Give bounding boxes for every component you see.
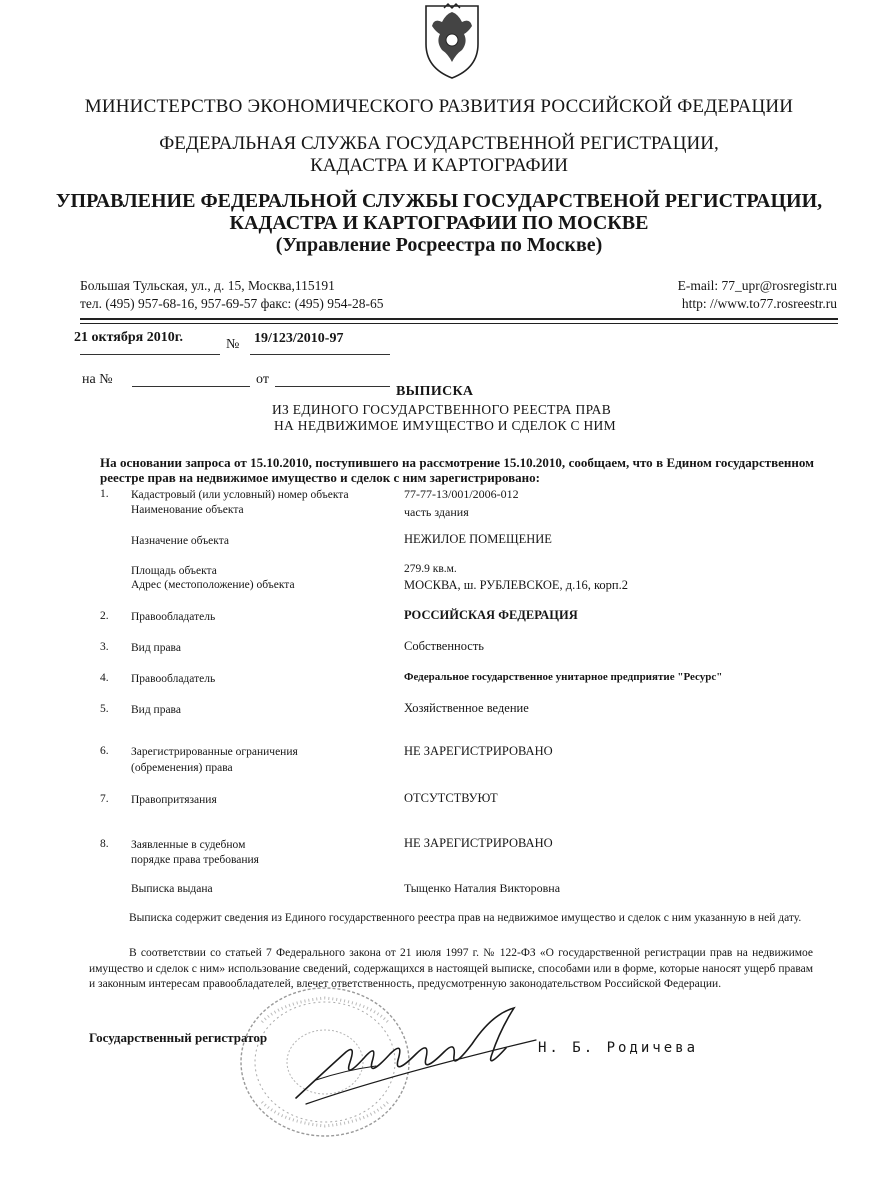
row-value: НЕЖИЛОЕ ПОМЕЩЕНИЕ — [404, 532, 552, 546]
row-number: 8. — [100, 838, 109, 850]
row-value: Хозяйственное ведение — [404, 701, 529, 715]
service-heading — [0, 133, 878, 177]
notice-paragraph-1: Выписка содержит сведения из Единого государственного реестра прав на недвижимое имущество и сделок с ним указанную в ней дату. — [129, 912, 802, 924]
row-value: 77-77-13/001/2006-012 — [404, 487, 519, 501]
row-label: Выписка выдана — [131, 883, 213, 895]
row-number: 1. — [100, 488, 109, 500]
ministry-heading: МИНИСТЕРСТВО ЭКОНОМИЧЕСКОГО РАЗВИТИЯ РОССИЙСКОЙ ФЕДЕРАЦИИ — [84, 96, 794, 117]
registrar-label: Государственный регистратор — [89, 1030, 268, 1045]
row-number: 5. — [100, 703, 109, 715]
row-number: 4. — [100, 672, 109, 684]
row-label: Площадь объекта — [131, 565, 217, 577]
row-value: Тыщенко Наталия Викторовна — [404, 881, 561, 895]
row-label: Наименование объекта — [131, 504, 244, 516]
row-value: НЕ ЗАРЕГИСТРИРОВАНО — [404, 836, 553, 850]
row-label: Назначение объекта — [131, 535, 229, 547]
row-value: часть здания — [404, 505, 469, 519]
handwritten-signature — [286, 1000, 546, 1110]
notice-paragraph-2: В соответствии со статьей 7 Федерального закона от 21 июля 1997 г. № 122-ФЗ «О государственной регистрации прав на недвижимое имущество и сделок с ним» использование сведений, содержащихся в настоящей выписке, способами или в форме, которые наносят ущерб правам и законным интересам правообладателей, влечет ответственность, предусмотренную законодательством Российской Федерации. — [89, 947, 813, 990]
department-heading — [0, 190, 878, 256]
row-label: Кадастровый (или условный) номер объекта — [131, 489, 349, 501]
row-label: Зарегистрированные ограничения — [131, 746, 298, 758]
extract-subtitle-line2: НА НЕДВИЖИМОЕ ИМУЩЕСТВО И СДЕЛОК С НИМ — [274, 418, 616, 433]
reference-date-label: от — [256, 372, 269, 387]
row-label: Правообладатель — [131, 673, 216, 685]
service-heading-line2: КАДАСТРА И КАРТОГРАФИИ — [310, 155, 568, 176]
row-value: ОТСУТСТВУЮТ — [404, 791, 498, 805]
reference-number-blank — [132, 386, 250, 387]
row-label-continued: (обременения) права — [131, 762, 233, 774]
header-rule-thick — [80, 318, 838, 320]
row-number: 3. — [100, 641, 109, 653]
number-sign: № — [226, 337, 240, 352]
row-value: Федеральное государственное унитарное предприятие "Ресурс" — [404, 671, 723, 683]
website-text: http: //www.to77.rosreestr.ru — [681, 296, 837, 311]
row-number: 6. — [100, 745, 109, 757]
department-heading-line2: КАДАСТРА И КАРТОГРАФИИ ПО МОСКВЕ — [229, 212, 649, 234]
intro-paragraph: На основании запроса от 15.10.2010, поступившего на рассмотрение 15.10.2010, сообщаем, что в Едином государственном реестре прав на недвижимое имущество и сделок с ним зарегистрировано: — [100, 455, 814, 485]
document-date: 21 октября 2010г. — [74, 330, 183, 345]
row-label: Адрес (местоположение) объекта — [131, 579, 295, 591]
row-value: РОССИЙСКАЯ ФЕДЕРАЦИЯ — [404, 608, 578, 622]
date-underline — [80, 354, 220, 355]
row-value: Собственность — [404, 639, 484, 653]
coat-of-arms-icon — [412, 0, 492, 82]
reference-number-label: на № — [82, 372, 113, 387]
row-label: Вид права — [131, 704, 181, 716]
row-label: Заявленные в судебном — [131, 839, 246, 851]
email-text: E-mail: 77_upr@rosregistr.ru — [677, 278, 837, 293]
row-label: Правообладатель — [131, 611, 216, 623]
row-value: НЕ ЗАРЕГИСТРИРОВАНО — [404, 744, 553, 758]
row-label: Правопритязания — [131, 794, 217, 806]
row-number: 2. — [100, 610, 109, 622]
reference-date-blank — [275, 386, 390, 387]
row-number: 7. — [100, 793, 109, 805]
phones-text: тел. (495) 957-68-16, 957-69-57 факс: (495) 954-28-65 — [80, 296, 384, 311]
document-number: 19/123/2010-97 — [254, 331, 344, 346]
registrar-name: Н. Б. Родичева — [538, 1040, 699, 1056]
row-label: Вид права — [131, 642, 181, 654]
row-label-continued: порядке права требования — [131, 854, 259, 866]
number-underline — [250, 354, 390, 355]
department-heading-line3: (Управление Росреестра по Москве) — [275, 234, 603, 256]
extract-title: ВЫПИСКА — [396, 384, 474, 399]
service-heading-line1: ФЕДЕРАЛЬНАЯ СЛУЖБА ГОСУДАРСТВЕННОЙ РЕГИСТРАЦИИ, — [159, 133, 719, 154]
row-value: МОСКВА, ш. РУБЛЕВСКОЕ, д.16, корп.2 — [404, 578, 628, 592]
department-heading-line1: УПРАВЛЕНИЕ ФЕДЕРАЛЬНОЙ СЛУЖБЫ ГОСУДАРСТВЕНОЙ РЕГИСТРАЦИИ, — [55, 190, 823, 212]
address-text: Большая Тульская, ул., д. 15, Москва,115191 — [80, 278, 335, 293]
row-value: 279.9 кв.м. — [404, 563, 457, 575]
extract-subtitle-line1: ИЗ ЕДИНОГО ГОСУДАРСТВЕННОГО РЕЕСТРА ПРАВ — [272, 402, 611, 417]
header-rule-thin — [80, 323, 838, 324]
